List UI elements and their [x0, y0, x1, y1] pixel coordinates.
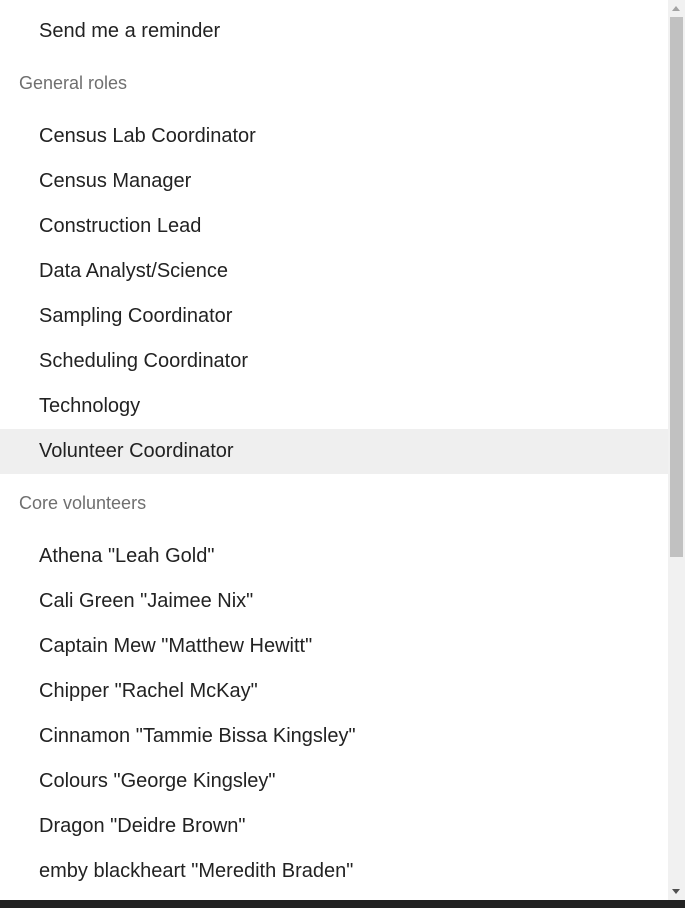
- option-technology[interactable]: Technology: [39, 395, 141, 417]
- scrollbar[interactable]: [668, 0, 685, 900]
- bottom-edge-bar: [0, 900, 685, 908]
- option-cinnamon[interactable]: Cinnamon "Tammie Bissa Kingsley": [39, 725, 356, 747]
- option-chipper[interactable]: Chipper "Rachel McKay": [39, 680, 258, 702]
- scrollbar-thumb[interactable]: [670, 17, 683, 557]
- option-data-analyst-science[interactable]: Data Analyst/Science: [39, 260, 228, 282]
- group-label-general-roles: General roles: [19, 73, 128, 93]
- option-dragon[interactable]: Dragon "Deidre Brown": [39, 815, 246, 837]
- option-captain-mew[interactable]: Captain Mew "Matthew Hewitt": [39, 635, 313, 657]
- option-census-lab-coordinator[interactable]: Census Lab Coordinator: [39, 125, 256, 147]
- option-scheduling-coordinator[interactable]: Scheduling Coordinator: [39, 350, 249, 372]
- option-emby-blackheart[interactable]: emby blackheart "Meredith Braden": [39, 860, 354, 882]
- option-send-reminder[interactable]: Send me a reminder: [39, 20, 221, 42]
- option-cali-green[interactable]: Cali Green "Jaimee Nix": [39, 590, 254, 612]
- option-volunteer-coordinator[interactable]: Volunteer Coordinator: [0, 429, 668, 474]
- group-label-core-volunteers: Core volunteers: [19, 493, 147, 513]
- option-construction-lead[interactable]: Construction Lead: [39, 215, 202, 237]
- option-athena[interactable]: Athena "Leah Gold": [39, 545, 215, 567]
- scroll-up-arrow-icon[interactable]: [668, 0, 685, 17]
- option-census-manager[interactable]: Census Manager: [39, 170, 192, 192]
- option-colours[interactable]: Colours "George Kingsley": [39, 770, 276, 792]
- option-sampling-coordinator[interactable]: Sampling Coordinator: [39, 305, 233, 327]
- scroll-down-arrow-icon[interactable]: [668, 883, 685, 900]
